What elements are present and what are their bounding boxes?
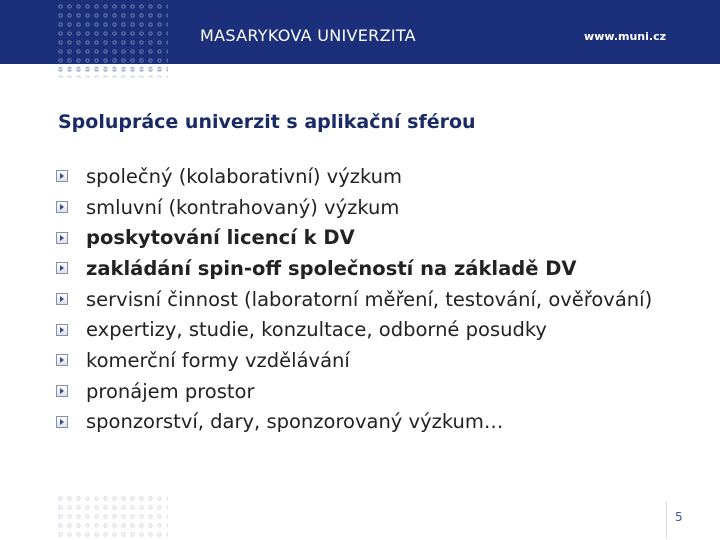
arrow-bullet-icon xyxy=(56,170,68,182)
dot-pattern-decoration-light xyxy=(56,64,168,78)
list-item-text: expertizy, studie, konzultace, odborné posudky xyxy=(86,318,547,342)
arrow-bullet-icon xyxy=(56,354,68,366)
arrow-bullet-icon xyxy=(56,232,68,244)
list-item xyxy=(56,161,652,192)
arrow-bullet-icon xyxy=(56,416,68,428)
list-item-text: zakládání spin-off společností na základě DV xyxy=(86,256,577,280)
list-item-text: poskytování licencí k DV xyxy=(86,226,355,250)
list-item xyxy=(56,314,652,345)
list-item-text: sponzorství, dary, sponzorovaný výzkum… xyxy=(86,410,504,434)
slide-title: Spolupráce univerzit s aplikační sférou xyxy=(58,111,476,133)
arrow-bullet-icon xyxy=(56,262,68,274)
list-item xyxy=(56,345,652,376)
list-item xyxy=(56,407,652,438)
list-item-text: společný (kolaborativní) výzkum xyxy=(86,164,403,188)
arrow-bullet-icon xyxy=(56,324,68,336)
list-item-text: pronájem prostor xyxy=(86,379,255,403)
list-item-text: servisní činnost (laboratorní měření, testování, ověřování) xyxy=(86,287,653,311)
bullet-list xyxy=(56,161,652,437)
list-item xyxy=(56,192,652,223)
list-item-text: smluvní (kontrahovaný) výzkum xyxy=(86,195,400,219)
arrow-bullet-icon xyxy=(56,201,68,213)
arrow-bullet-icon xyxy=(56,293,68,305)
list-item xyxy=(56,222,652,253)
arrow-bullet-icon xyxy=(56,385,68,397)
university-name: MASARYKOVA UNIVERZITA xyxy=(200,26,416,45)
footer-divider xyxy=(666,502,667,538)
page-number: 5 xyxy=(675,510,683,524)
website-url[interactable]: www.muni.cz xyxy=(584,30,666,43)
list-item xyxy=(56,253,652,284)
dot-pattern-decoration-bottom xyxy=(56,494,168,538)
list-item-text: komerční formy vzdělávání xyxy=(86,348,350,372)
list-item xyxy=(56,284,652,315)
list-item xyxy=(56,376,652,407)
